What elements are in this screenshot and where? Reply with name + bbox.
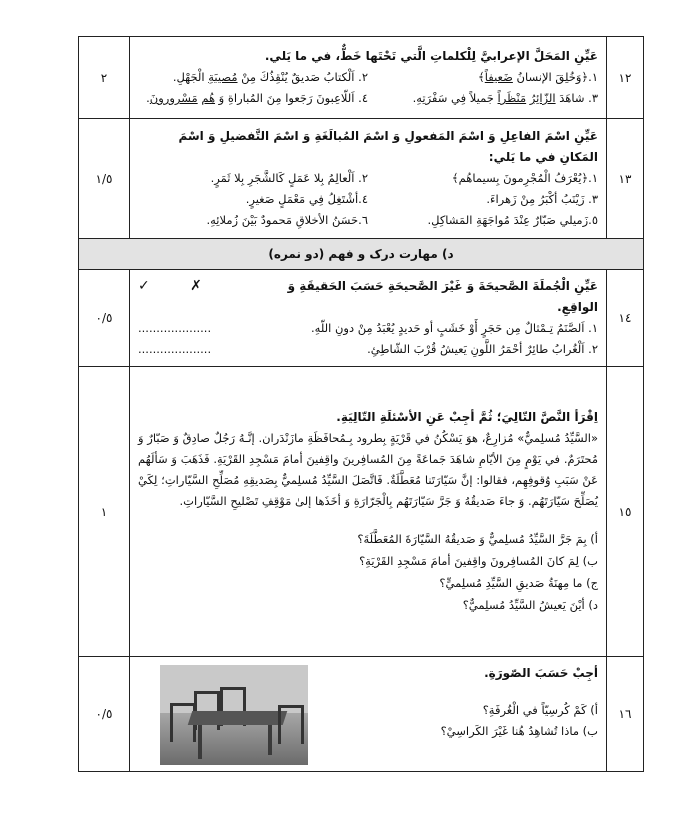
question-body <box>130 657 607 772</box>
item-1: ١.﴿یُعْرَفُ الْمُجْرِمونَ بِسیماهُم﴾ <box>451 171 598 185</box>
question-score: ٠/٥ <box>79 657 130 772</box>
question-content <box>138 663 598 765</box>
question-title: عَیِّنِ الْجُملَةَ الصَّحیحَةَ وَ غَیْرَ الصَّحیحَةِ حَسَبَ الحَقیقَةِ وَ الواقِعِ. <box>287 279 598 314</box>
question-score: ٢ <box>79 37 130 119</box>
sub-question-a: أ) بِمَ جَرَّ السَّیِّدُ مُسلِميٌّ وَ صَدیقُهُ السَّیّارَةَ المُعَطَّلَةَ؟ <box>357 532 598 546</box>
item-3: ٣. شاهَدَ الزّائِرُ مَنْظَراً جَمیلاً فِي سَفْرَتِهِ. <box>412 91 598 105</box>
question-title: عَیِّنِ اسْمَ الفاعِلِ وَ اسْمَ المَفعولِ وَ اسْمَ المُبالَغَةِ وَ اسْمَ التَّفضیلِ وَ اسْمَ المَکانِ في ما یَلي: <box>178 129 598 164</box>
items-row <box>138 210 598 231</box>
answer-blank[interactable]: .................... <box>138 342 212 356</box>
item-4: ٤.أشْتَغِلُ فِي مَعْمَلٍ صَغیرٍ. <box>245 192 368 206</box>
items-row <box>138 168 598 189</box>
answer-blank[interactable]: .................... <box>138 321 212 335</box>
question-number: ١٣ <box>607 119 644 239</box>
question-title: أجِبْ حَسَبَ الصّورَةِ. <box>484 666 598 680</box>
table-leg-shape <box>198 725 202 759</box>
question-body <box>130 119 607 239</box>
question-score: ١ <box>79 367 130 657</box>
question-score: ٠/٥ <box>79 270 130 367</box>
question-number: ١٤ <box>607 270 644 367</box>
item-5: ٥.زَمیلي صَبّارٌ عِنْدَ مُواجَهَةِ المَشاکِلِ. <box>427 213 598 227</box>
question-body <box>130 270 607 367</box>
item-1: ١.﴿وَخُلِقَ الإنسانُ ضَعیفاً﴾ <box>478 70 598 84</box>
sub-question-a: أ) کَمْ کُرسِیّاً في الْغُرفَةِ؟ <box>482 703 598 717</box>
section-title: د) مهارت درک و فهم (دو نمره) <box>79 239 644 270</box>
question-title: عَيِّنِ المَحَلَّ الإعرابيَّ لِلْکلماتِ الَّتي تَحْتَها خَطٌّ، في ما یَلي. <box>264 49 598 63</box>
true-false-marks: ✓ ✗ <box>138 278 220 294</box>
item-4: ٤. اَللّاعِبونَ رَجَعوا مِنَ المُباراةِ وَ هُم مَسْرورونَ. <box>146 91 368 105</box>
question-score: ١/٥ <box>79 119 130 239</box>
title-row <box>138 276 598 318</box>
item-3: ٣. زَیْنَبُ أکْبَرُ مِنْ زَهراءَ. <box>486 192 598 206</box>
item-2: ٢. اَلْعالِمُ بِلا عَمَلٍ کَالشَّجَرِ بِلا ثَمَرٍ. <box>210 171 368 185</box>
item-2: ٢. اَلْکتابُ صَدیقٌ یُنْقِذُكَ مِنْ مُصیبَةِ الْجَهْلِ. <box>172 70 368 84</box>
question-row-16 <box>79 657 644 772</box>
exam-sheet <box>78 36 644 772</box>
question-body <box>130 37 607 119</box>
question-row-13 <box>79 119 644 239</box>
table-top-shape <box>188 711 288 725</box>
question-number: ١٦ <box>607 657 644 772</box>
item-1: ١. اَلصَّنَمُ تِـمْثالٌ مِن حَجَرٍ أَوْ خَشَبٍ أو حَدیدٍ یُعْبَدُ مِنْ دونِ اللّهِ. <box>311 321 598 335</box>
question-body <box>130 367 607 657</box>
question-title: اِقْرَأ النَّصَّ التّالِيَ؛ ثُمَّ أجِبْ عَنِ الأسْئلَةِ التّالِيَةِ. <box>336 410 598 424</box>
question-row-15 <box>79 367 644 657</box>
item-2: ٢. اَلْغُرابُ طائِرٌ أحْمَرُ اللَّونِ یَعیشُ قُرْبَ الشّاطِئِ. <box>367 342 598 356</box>
table-leg-shape <box>268 725 272 755</box>
items-row <box>138 67 598 88</box>
items-row <box>138 339 598 360</box>
sub-question-b: ب) ماذا تُشاهِدُ هُنا غَیْرَ الکَراسِيْ؟ <box>440 724 598 738</box>
reading-passage: «السَّیِّدُ مُسلِميٌّ» مُزارِعٌ، هوَ یَسْکُنُ في قَرْیَةٍ بِطرود بِـمُحافَظَةِ مازَنْدَران. إنَّـهُ رَجُلٌ صادِقٌ وَ صَبّارٌ وَ مُحتَرَمٌ. في یَوْمٍ مِنَ الأیّامِ شاهَدَ جَماعَةً مِنَ المُسافِرینَ واقِفینَ أمامَ مَسْجِدِ القَرْیَةِ. فَذَهَبَ وَ سَألَهُم عَنْ سَبَبِ وُقوفِهِم، فقالوا: إنَّ سَیّارَتَنا مُعَطَّلَةٌ. فَاتَّصَلَ السَّیِّدُ مُسلِميٌّ بِصَدیقِهِ مُصَلِّحِ السَّیّاراتِ؛ لِکَيْ یُصَلِّحَ سَیّارَتَهُم. وَ جاءَ صَدیقُهُ وَ جَرَّ سَیّارَتَهُم بِالْجَرّارَةِ وَ أخَذَها إلىٰ مَوْقِفِ تَصْلیحِ السَّیّاراتِ. <box>138 431 598 508</box>
item-6: ٦.حَسَنُ الأخلاقِ مَحمودٌ بَیْنَ زُملائِهِ. <box>206 213 368 227</box>
items-row <box>138 318 598 339</box>
sub-question-b: ب) لِمَ کانَ المُسافِرونَ واقِفینَ أمامَ مَسْجِدِ القَرْیَةِ؟ <box>359 554 598 568</box>
question-number: ١٥ <box>607 367 644 657</box>
question-list <box>138 528 598 616</box>
dining-table-photo <box>160 665 308 765</box>
items-row <box>138 88 598 109</box>
chair-shape <box>278 705 304 744</box>
section-row <box>79 239 644 270</box>
exam-table <box>78 36 644 772</box>
question-row-12 <box>79 37 644 119</box>
sub-question-c: ج) ما مِهنَةُ صَدیقِ السَّیِّدِ مُسلِميٍّ؟ <box>439 576 598 590</box>
question-text <box>441 663 598 742</box>
items-row <box>138 189 598 210</box>
question-row-14 <box>79 270 644 367</box>
sub-question-d: د) أیْنَ یَعیشُ السَّیِّدُ مُسلِميٌّ؟ <box>462 598 598 612</box>
question-number: ١٢ <box>607 37 644 119</box>
